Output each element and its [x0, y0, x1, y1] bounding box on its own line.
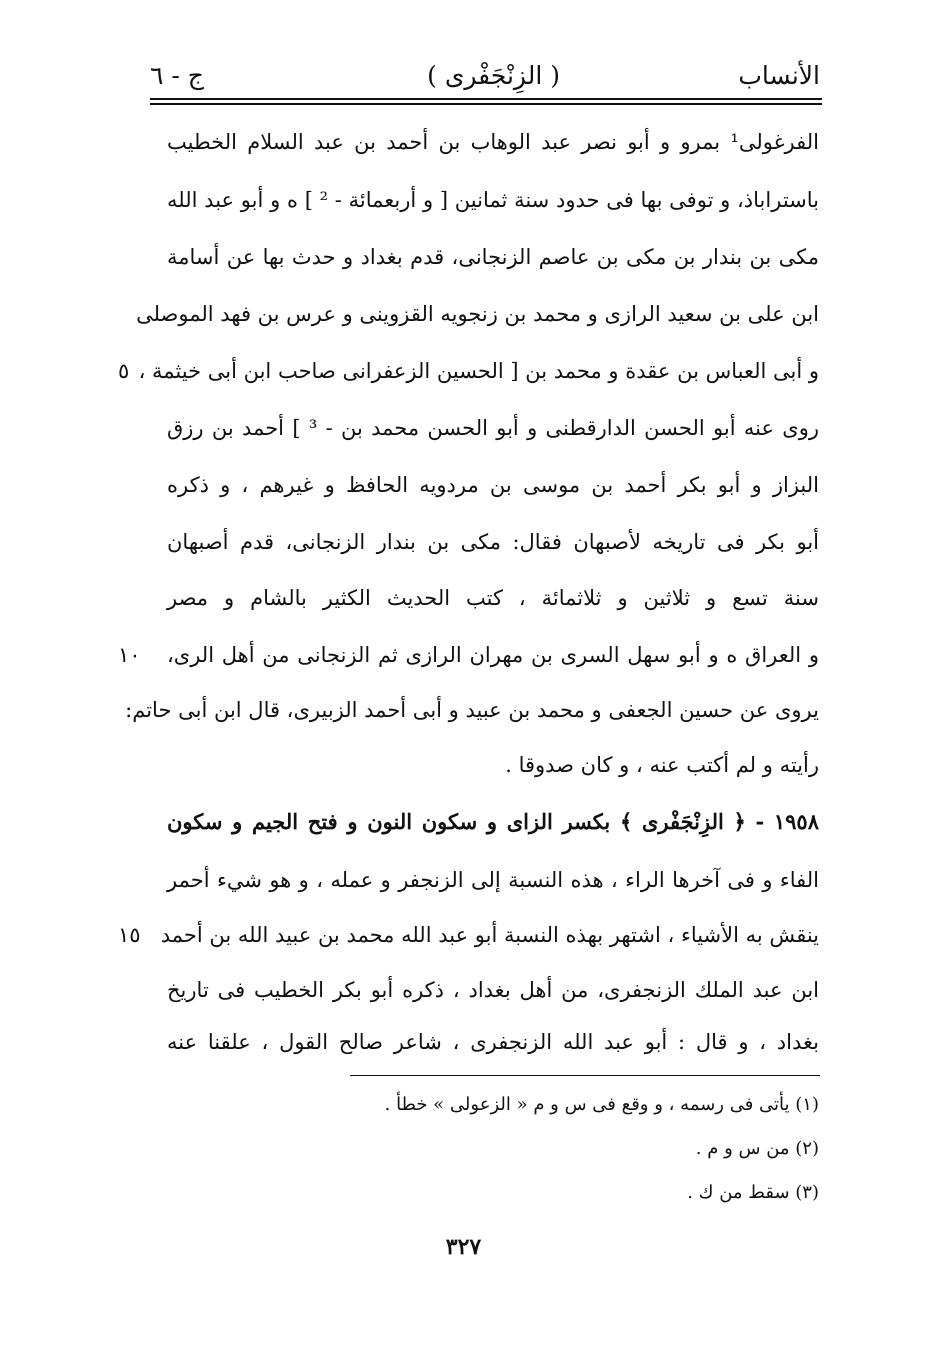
- book-title: الأنساب: [738, 61, 820, 90]
- footnote: (٣) سقط من ك .: [687, 1182, 819, 1203]
- text-line: و أبى العباس بن عقدة و محمد بن [ الحسين الزعفرانى صاحب ابن أبى خيثمة ،: [138, 359, 819, 383]
- text-line: مكى بن بندار بن مكى بن عاصم الزنجانى، قدم بغداد و حدث بها عن أسامة: [167, 245, 819, 269]
- line-number: ٥: [118, 359, 130, 383]
- header-rule-bottom: [150, 103, 822, 105]
- text-line: البزاز و أبو بكر أحمد بن موسى بن مردويه الحافظ و غيرهم ، و ذكره: [167, 473, 819, 497]
- footnote-rule: [350, 1075, 820, 1076]
- running-header: [150, 58, 820, 98]
- text-line: الفاء و فى آخرها الراء ، هذه النسبة إلى الزنجفر و عمله ، و هو شيء أحمر: [167, 868, 819, 892]
- text-line: و العراق ه و أبو سهل السرى بن مهران الرازى ثم الزنجانى من أهل الرى،: [167, 643, 819, 667]
- text-line: بغداد ، و قال : أبو عبد الله الزنجفرى ، شاعر صالح القول ، علقنا عنه: [167, 1030, 819, 1054]
- text-line: ينقش به الأشياء ، اشتهر بهذه النسبة أبو عبد الله محمد بن عبيد الله بن أحمد: [160, 923, 819, 947]
- text-line: الفرغولى¹ بمرو و أبو نصر عبد الوهاب بن أحمد بن عبد السلام الخطيب: [167, 130, 819, 154]
- footnote: (٢) من س و م .: [695, 1138, 819, 1159]
- text-line: يروى عن حسين الجعفى و محمد بن عبيد و أبى أحمد الزبيرى، قال ابن أبى حاتم:: [125, 698, 819, 722]
- text-line: سنة تسع و ثلاثين و ثلاثمائة ، كتب الحديث الكثير بالشام و مصر: [167, 586, 819, 610]
- text-line: ابن عبد الملك الزنجفرى، من أهل بغداد ، ذكره أبو بكر الخطيب فى تاريخ: [167, 978, 819, 1002]
- volume-label: ج - ٦: [150, 61, 204, 90]
- entry-heading-line: ١٩٥٨ - ﴿ الزِنْجَفْرى ﴾ بكسر الزاى و سكون النون و فتح الجيم و سكون: [167, 809, 819, 834]
- footnote: (١) يأتى فى رسمه ، و وقع فى س و م « الزعولى » خطأ .: [384, 1094, 819, 1115]
- text-line: روى عنه أبو الحسن الدارقطنى و أبو الحسن محمد بن - ³ ] أحمد بن رزق: [167, 416, 820, 440]
- entry-title: ( الزِنْجَفْرى ): [427, 61, 560, 90]
- line-number: ١٠: [118, 643, 141, 667]
- text-line: أبو بكر فى تاريخه لأصبهان فقال: مكى بن بندار الزنجانى، قدم أصبهان: [167, 530, 819, 554]
- line-number: ١٥: [118, 923, 141, 947]
- text-line: ابن على بن سعيد الرازى و محمد بن زنجويه القزوينى و عرس بن فهد الموصلى: [136, 302, 819, 326]
- page-number: ٣٢٧: [445, 1234, 482, 1260]
- text-line: رأيته و لم أكتب عنه ، و كان صدوقا .: [505, 753, 819, 777]
- header-rule-top: [150, 98, 822, 100]
- text-line: باستراباذ، و توفى بها فى حدود سنة ثمانين [ و أربعمائة - ² ] ه و أبو عبد الله: [167, 188, 820, 212]
